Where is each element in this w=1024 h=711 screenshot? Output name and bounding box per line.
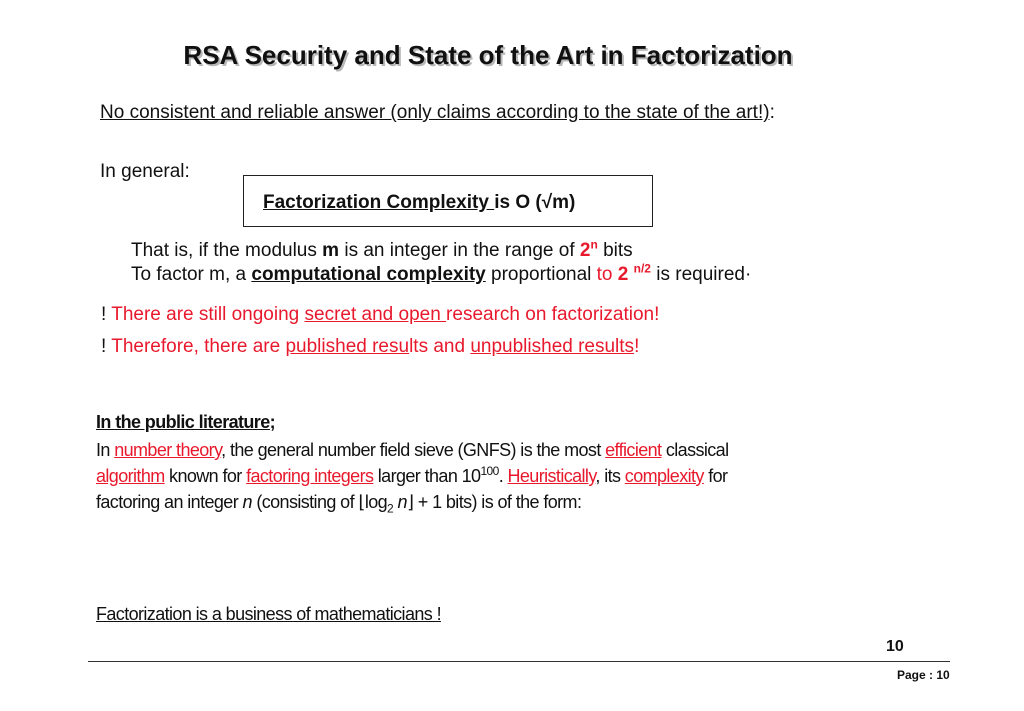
heuristically-link[interactable]: Heuristically — [507, 466, 596, 486]
complexity-statement — [263, 192, 575, 214]
modulus-exponent: n — [590, 237, 598, 252]
closing-statement: Factorization is a business of mathematicians ! — [96, 604, 441, 624]
pl4-log-base: 2 — [387, 501, 394, 516]
complexity-link[interactable]: complexity — [624, 466, 704, 486]
results-bullet — [101, 336, 639, 358]
computational-complexity-term: computational complexity — [251, 264, 486, 285]
pl4-n2: n — [393, 492, 407, 512]
intro-text: No consistent and reliable answer (only claims according to the state of the art!) — [100, 102, 770, 123]
public-line-2 — [96, 440, 728, 461]
pl4-log: log — [364, 492, 388, 512]
pl4-a: factoring an integer — [96, 492, 243, 512]
modulus-base: 2 — [579, 240, 591, 261]
factoring-integers-link[interactable]: factoring integers — [246, 466, 374, 486]
factor-text-1: To factor m, a — [131, 264, 252, 285]
public-line-3 — [96, 466, 727, 487]
intro-line — [100, 102, 775, 124]
in-general-label: In general: — [100, 161, 190, 182]
factor-to: to — [596, 264, 618, 285]
research-text-1: There are still ongoing — [111, 304, 305, 325]
results-underlined-1: published resu — [285, 336, 410, 357]
factor-dot: · — [744, 264, 752, 285]
modulus-text-3: bits — [597, 240, 633, 261]
floor-right: ⌋ — [406, 492, 414, 512]
pl4-n: n — [242, 492, 252, 512]
pl3-e: . — [498, 466, 508, 486]
research-text-2: research on factorization! — [446, 304, 660, 325]
algorithm-link[interactable]: algorithm — [96, 466, 165, 486]
pl2-a: In — [96, 440, 115, 460]
slide-title: RSA Security and State of the Art in Factorization — [183, 40, 793, 70]
factor-text-2: proportional — [485, 264, 597, 285]
intro-colon: : — [769, 102, 775, 123]
complexity-term: Factorization Complexity — [263, 192, 495, 213]
results-underlined-2: unpublished results — [470, 336, 635, 357]
public-line-4 — [96, 492, 582, 516]
modulus-text-2: is an integer in the range of — [339, 240, 580, 261]
research-underlined: secret and open — [304, 304, 447, 325]
slide-number: 10 — [886, 638, 904, 655]
pl4-b: (consisting of — [251, 492, 359, 512]
pl4-c: + 1 bits) is of the form: — [413, 492, 582, 512]
modulus-line — [131, 237, 633, 262]
pl2-e: classical — [661, 440, 729, 460]
pl3-b: known for — [164, 466, 247, 486]
complexity-value: is O (√m) — [494, 192, 576, 213]
modulus-text-1: That is, if the modulus — [131, 240, 323, 261]
bullet-mark-1: ! — [101, 304, 112, 325]
efficient-link[interactable]: efficient — [605, 440, 662, 460]
factor-text-3: is required — [650, 264, 745, 285]
factor-exponent: n/2 — [633, 261, 651, 276]
factor-base: 2 — [617, 264, 634, 285]
footer-page-label: Page : 10 — [897, 668, 950, 682]
results-text-3: ! — [634, 336, 640, 357]
modulus-m: m — [322, 240, 340, 261]
results-text-1: Therefore, there are — [111, 336, 286, 357]
results-text-2: lts and — [409, 336, 471, 357]
factor-line — [131, 261, 752, 286]
pl3-d: larger than 10 — [373, 466, 481, 486]
pl3-g: , its — [595, 466, 625, 486]
pl3-i: for — [703, 466, 728, 486]
pl2-c: , the general number field sieve (GNFS) is the most — [221, 440, 606, 460]
number-theory-link[interactable]: number theory — [114, 440, 222, 460]
footer-divider — [88, 661, 950, 662]
public-literature-heading: In the public literature; — [96, 412, 276, 432]
floor-left: ⌊ — [358, 492, 365, 512]
research-bullet — [101, 304, 659, 326]
pl3-exponent: 100 — [480, 464, 499, 478]
bullet-mark-2: ! — [101, 336, 112, 357]
